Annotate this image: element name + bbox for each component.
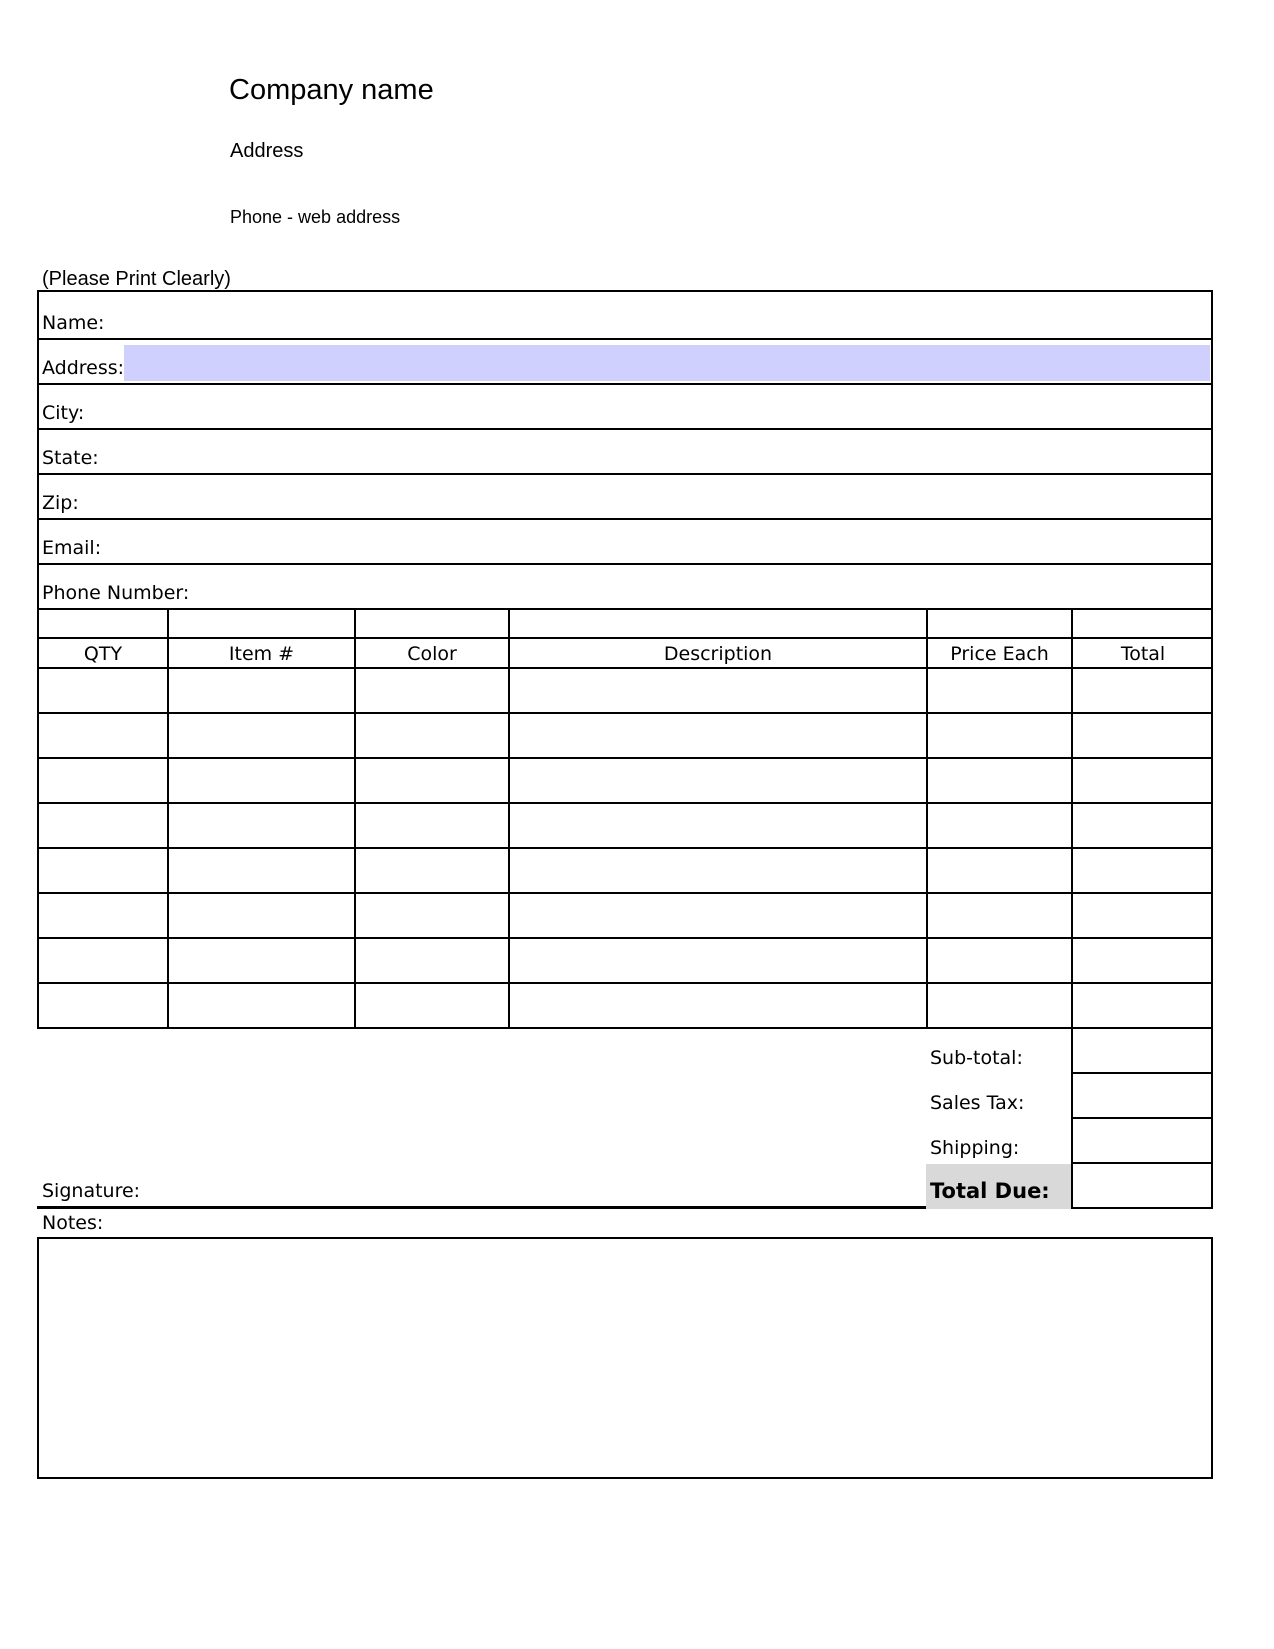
table-column-divider: [354, 608, 356, 1029]
name-label: Name:: [42, 312, 105, 334]
phone-number-label: Phone Number:: [42, 582, 190, 604]
table-row-divider: [37, 847, 1213, 849]
column-header-qty: QTY: [83, 643, 123, 665]
table-row-divider: [37, 667, 1213, 669]
table-row-divider: [37, 637, 1213, 639]
table-row-divider: [37, 982, 1213, 984]
city-field[interactable]: [90, 385, 1210, 427]
notes-box[interactable]: [37, 1237, 1213, 1479]
table-row-divider: [37, 757, 1213, 759]
items-table: [37, 608, 1213, 1029]
shipping-field[interactable]: [1073, 1119, 1211, 1162]
subtotal-label: Sub-total:: [930, 1047, 1023, 1069]
notes-label: Notes:: [42, 1212, 104, 1234]
summary-box-right-border: [1211, 1029, 1213, 1209]
name-field[interactable]: [110, 292, 1210, 336]
table-column-divider: [508, 608, 510, 1029]
state-field[interactable]: [100, 430, 1210, 472]
signature-label: Signature:: [42, 1180, 141, 1202]
table-column-divider: [1071, 608, 1073, 1029]
column-header-description: Description: [663, 643, 773, 665]
table-row-divider: [37, 802, 1213, 804]
zip-field[interactable]: [82, 475, 1210, 517]
address-field[interactable]: [124, 340, 1210, 382]
city-label: City:: [42, 402, 85, 424]
total-due-field[interactable]: [1073, 1164, 1211, 1207]
zip-label: Zip:: [42, 492, 79, 514]
signature-line[interactable]: [37, 1206, 926, 1209]
shipping-label: Shipping:: [930, 1137, 1020, 1159]
table-row-divider: [37, 712, 1213, 714]
email-label: Email:: [42, 537, 102, 559]
table-column-divider: [167, 608, 169, 1029]
column-header-price-each: Price Each: [950, 643, 1049, 665]
summary-divider: [1071, 1207, 1213, 1209]
column-header-item-number: Item #: [228, 643, 295, 665]
sales-tax-field[interactable]: [1073, 1074, 1211, 1117]
table-row-divider: [37, 892, 1213, 894]
column-header-total: Total: [1120, 643, 1166, 665]
phone-number-field[interactable]: [192, 565, 1210, 608]
sales-tax-label: Sales Tax:: [930, 1092, 1025, 1114]
table-column-divider: [926, 608, 928, 1029]
company-address: Address: [230, 140, 304, 162]
subtotal-field[interactable]: [1073, 1029, 1211, 1072]
company-phone-web: Phone - web address: [230, 207, 401, 227]
state-label: State:: [42, 447, 99, 469]
table-row-divider: [37, 937, 1213, 939]
column-header-color: Color: [407, 643, 457, 665]
company-name: Company name: [229, 74, 434, 106]
total-due-label: Total Due:: [930, 1179, 1050, 1203]
print-instruction: (Please Print Clearly): [42, 268, 231, 290]
email-field[interactable]: [104, 520, 1210, 562]
address-label: Address:: [42, 357, 125, 379]
